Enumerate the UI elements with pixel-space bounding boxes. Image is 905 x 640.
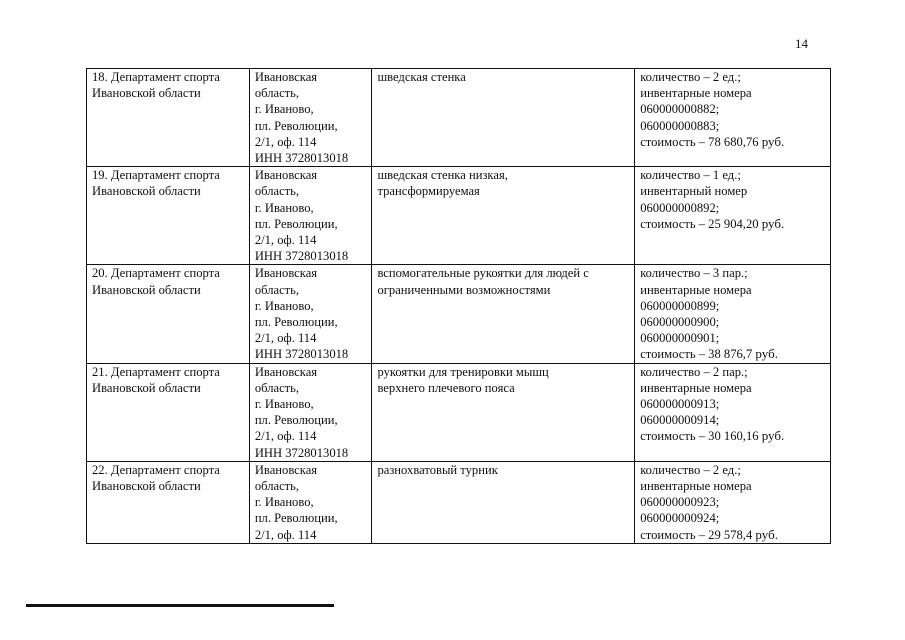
item-cell [372,69,635,167]
currency-unit: руб. [761,133,785,149]
cost-line [640,134,826,150]
cost-value: стоимость – 78 680,76 [640,134,759,149]
details-cell-line: 060000000883; [640,118,720,133]
address-cell-line: Ивановская [254,364,318,379]
organization-cell [87,69,250,167]
address-cell-line: 2/1, оф. 114 [254,429,317,444]
cost-line [640,527,826,543]
details-cell-line: 060000000892; [640,200,720,215]
currency-unit: руб. [761,215,785,231]
table-row [87,69,831,167]
address-cell [249,69,372,167]
details-cell-line: инвентарный номер [640,184,748,199]
cost-line [640,216,826,232]
currency-unit: руб. [761,428,785,444]
item-cell-line: рукоятки для тренировки мышц [377,364,549,379]
property-table [86,68,831,544]
address-cell-line: 2/1, оф. 114 [254,331,317,346]
address-cell-line: г. Иваново, [254,200,314,215]
details-cell-line: количество – 2 пар.; [640,364,748,379]
organization-cell-line: Ивановской области [92,184,201,199]
item-cell-line: шведская стенка [377,70,466,84]
organization-cell-line: Ивановской области [92,282,201,297]
details-cell [635,69,831,167]
table-body [87,69,831,544]
details-cell-line: 060000000900; [640,315,720,330]
address-cell [249,363,372,461]
address-cell-line: ИНН 3728013018 [254,347,349,362]
organization-cell-line: 20. Департамент спорта [92,266,220,281]
item-cell [372,461,635,543]
address-cell-line: Ивановская [254,462,318,477]
organization-cell-line: 19. Департамент спорта [92,168,220,183]
organization-cell-line: 21. Департамент спорта [92,364,220,379]
address-cell [249,461,372,543]
address-cell-line: Ивановская [254,266,318,281]
organization-cell-line: 22. Департамент спорта [92,462,220,477]
details-cell [635,363,831,461]
details-cell-line: 060000000914; [640,413,720,428]
cost-value: стоимость – 25 904,20 [640,216,759,231]
address-cell-line: область, [254,184,300,199]
details-cell-line: инвентарные номера [640,86,752,101]
address-cell-line: г. Иваново, [254,495,314,510]
address-cell [249,265,372,363]
address-cell-line: область, [254,380,300,395]
details-cell-line: инвентарные номера [640,380,752,395]
address-cell-line: пл. Революции, [254,315,338,330]
address-cell [249,167,372,265]
organization-cell-line: Ивановской области [92,479,201,494]
address-cell-line: область, [254,282,300,297]
details-cell-line: количество – 2 ед.; [640,70,741,84]
item-cell-line: верхнего плечевого пояса [377,380,515,395]
table-row [87,363,831,461]
item-cell-line: шведская стенка низкая, [377,168,508,183]
details-cell-line: количество – 3 пар.; [640,266,748,281]
address-cell-line: г. Иваново, [254,397,314,412]
item-cell-line: разнохватовый турник [377,462,498,477]
page-number: 14 [795,36,808,51]
details-cell-line: 060000000924; [640,511,720,526]
address-cell-line: ИНН 3728013018 [254,151,349,166]
details-cell-line: 060000000913; [640,397,720,412]
address-cell-line: г. Иваново, [254,102,314,117]
address-cell-line: пл. Революции, [254,216,338,231]
details-cell [635,265,831,363]
address-cell-line: Ивановская [254,70,318,84]
address-cell-line: Ивановская [254,168,318,183]
address-cell-line: 2/1, оф. 114 [254,233,317,248]
item-cell [372,363,635,461]
table-row [87,461,831,543]
item-cell-line: вспомогательные рукоятки для людей с [377,266,589,281]
details-cell [635,461,831,543]
cost-value: стоимость – 38 876,7 [640,347,753,362]
address-cell-line: 2/1, оф. 114 [254,134,317,149]
address-cell-line: 2/1, оф. 114 [254,527,317,542]
organization-cell [87,167,250,265]
address-cell-line: ИНН 3728013018 [254,249,349,264]
details-cell-line: 060000000882; [640,102,720,117]
details-cell-line: 060000000901; [640,331,720,346]
details-cell-line: инвентарные номера [640,479,752,494]
cost-value: стоимость – 29 578,4 [640,527,753,542]
address-cell-line: область, [254,479,300,494]
cost-line [640,346,826,362]
details-cell-line: количество – 1 ед.; [640,168,741,183]
table-row [87,167,831,265]
organization-cell-line: 18. Департамент спорта [92,70,220,84]
organization-cell-line: Ивановской области [92,380,201,395]
address-cell-line: пл. Революции, [254,511,338,526]
cost-value: стоимость – 30 160,16 [640,429,759,444]
footnote-rule [26,604,334,607]
currency-unit: руб. [755,346,778,362]
details-cell-line: инвентарные номера [640,282,752,297]
cost-line [640,428,826,444]
organization-cell [87,461,250,543]
details-cell [635,167,831,265]
currency-unit: руб. [755,526,778,542]
item-cell [372,265,635,363]
address-cell-line: пл. Революции, [254,118,338,133]
table-row [87,265,831,363]
details-cell-line: 060000000923; [640,495,720,510]
item-cell-line: трансформируемая [377,184,480,199]
address-cell-line: область, [254,86,300,101]
address-cell-line: г. Иваново, [254,298,314,313]
organization-cell-line: Ивановской области [92,86,201,101]
details-cell-line: 060000000899; [640,298,720,313]
address-cell-line: ИНН 3728013018 [254,445,349,460]
address-cell-line: пл. Революции, [254,413,338,428]
item-cell [372,167,635,265]
organization-cell [87,265,250,363]
organization-cell [87,363,250,461]
details-cell-line: количество – 2 ед.; [640,462,741,477]
item-cell-line: ограниченными возможностями [377,282,551,297]
